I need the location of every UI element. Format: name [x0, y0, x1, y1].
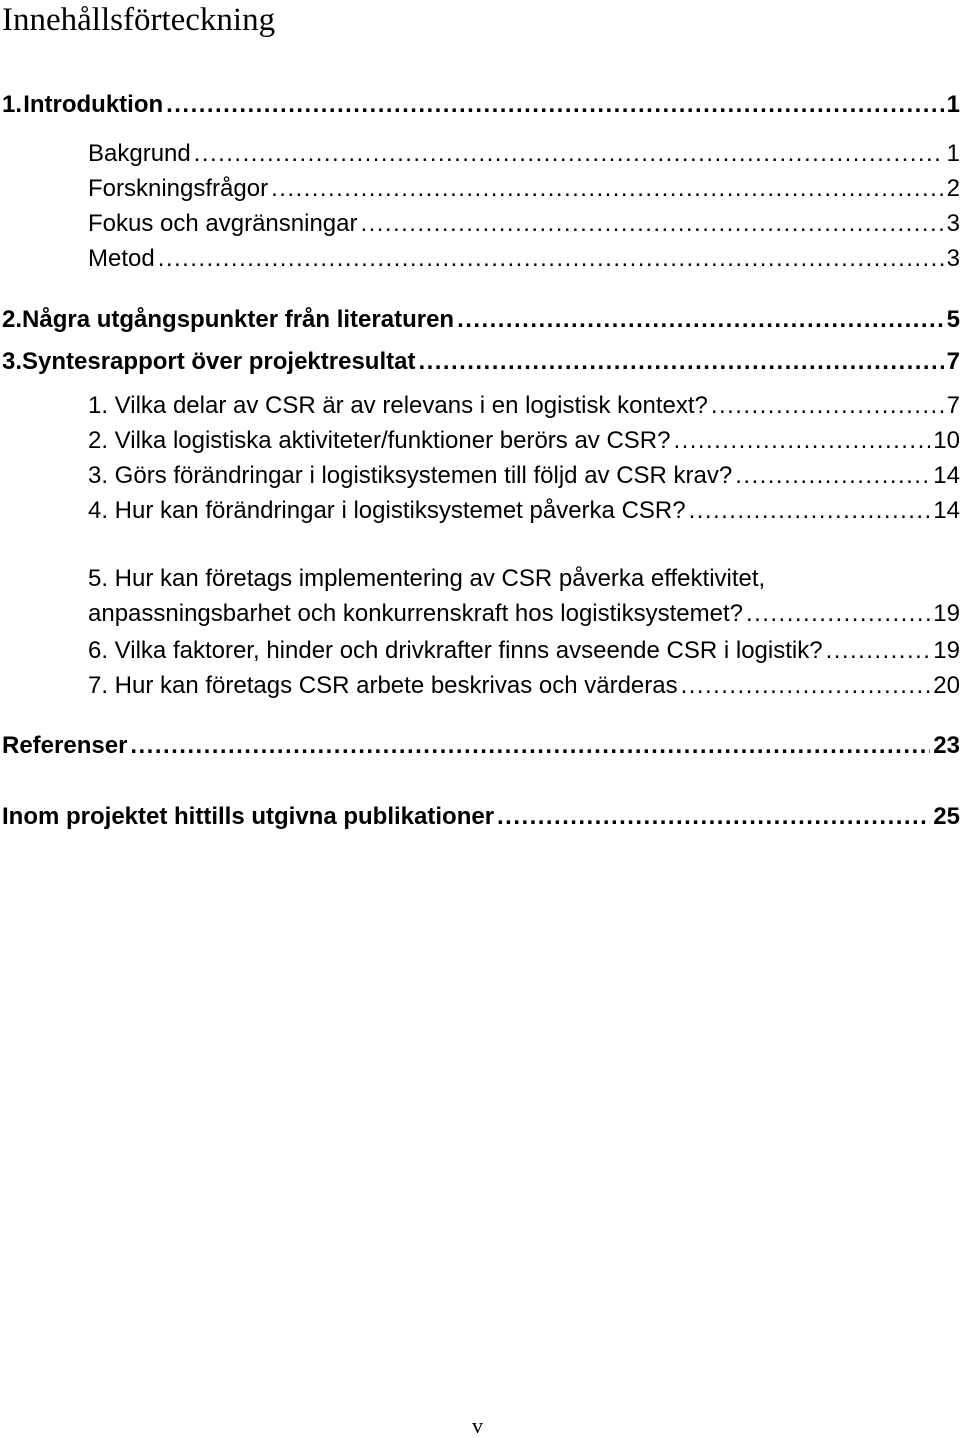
toc-page-number: 19 — [933, 600, 960, 627]
toc-entry-text: 2. Vilka logistiska aktiviteter/funktioner berörs av CSR? — [88, 427, 671, 454]
toc-page-number: 2 — [946, 175, 960, 202]
toc-page-number: 14 — [933, 497, 960, 524]
toc-entry-text: Metod — [88, 245, 155, 272]
toc-page-number: 25 — [933, 803, 960, 830]
toc-entry-text: 6. Vilka faktorer, hinder och drivkrafter finns avseende CSR i logistik? — [88, 637, 823, 664]
toc-dot-leader — [130, 731, 930, 761]
toc-entry-forskningsfragor[interactable] — [88, 174, 960, 204]
toc-page-number: 20 — [933, 672, 960, 699]
toc-entry-text: Forskningsfrågor — [88, 175, 269, 202]
toc-dot-leader — [673, 426, 930, 456]
toc-entry-text: Syntesrapport över projektresultat — [22, 348, 416, 375]
toc-entry-q7[interactable] — [88, 671, 960, 701]
toc-entry-text: Inom projektet hittills utgivna publikationer — [2, 803, 495, 830]
toc-entry-metod[interactable] — [88, 244, 960, 274]
toc-page-number: 7 — [946, 348, 960, 375]
toc-entry-text: 7. Hur kan företags CSR arbete beskrivas och värderas — [88, 672, 678, 699]
toc-entry-text: 3. Görs förändringar i logistiksystemen till följd av CSR krav? — [88, 462, 733, 489]
toc-entry-q5[interactable] — [88, 561, 960, 631]
toc-entry-syntesrapport[interactable] — [2, 347, 960, 377]
toc-dot-leader — [271, 174, 944, 204]
toc-dot-leader — [360, 209, 943, 239]
toc-dot-leader — [166, 90, 943, 120]
toc-entry-text: 4. Hur kan förändringar i logistiksystemet påverka CSR? — [88, 497, 686, 524]
toc-entry-number: 1. — [2, 91, 23, 118]
toc-page-number: 1 — [946, 140, 960, 167]
toc-dot-leader — [158, 244, 944, 274]
toc-page-number: 3 — [946, 210, 960, 237]
toc-entry-text: 1. Vilka delar av CSR är av relevans i en logistisk kontext? — [88, 392, 708, 419]
toc-entry-q4[interactable] — [88, 496, 960, 526]
toc-entry-bakgrund[interactable] — [88, 139, 960, 169]
toc-page-number: 5 — [946, 306, 960, 333]
toc-dot-leader — [689, 496, 931, 526]
toc-page-number: 14 — [933, 462, 960, 489]
toc-entry-fokus[interactable] — [88, 209, 960, 239]
toc-entry-q3[interactable] — [88, 461, 960, 491]
toc-entry-referenser[interactable] — [2, 731, 960, 761]
toc-dot-leader — [735, 461, 930, 491]
toc-page-number: 7 — [946, 392, 960, 419]
toc-entry-text: Introduktion — [23, 91, 164, 118]
toc-entry-q2[interactable] — [88, 426, 960, 456]
toc-dot-leader — [457, 305, 944, 335]
toc-dot-leader — [497, 802, 930, 832]
toc-dot-leader — [746, 596, 930, 631]
toc-entry-number: 2. — [2, 306, 23, 333]
toc-page-number: 19 — [933, 637, 960, 664]
toc-page-number: 23 — [933, 732, 960, 759]
toc-entry-q1[interactable] — [88, 391, 960, 421]
toc-entry-utgangspunkter[interactable] — [2, 305, 960, 335]
toc-dot-leader — [711, 391, 944, 421]
toc-entry-publikationer[interactable] — [2, 802, 960, 832]
toc-entry-q6[interactable] — [88, 636, 960, 666]
toc-entry-text: Fokus och avgränsningar — [88, 210, 358, 237]
page-number-footer: v — [472, 1413, 483, 1438]
toc-entry-number: 3. — [2, 348, 23, 375]
toc-dot-leader — [826, 636, 931, 666]
toc-dot-leader — [418, 347, 943, 377]
toc-page-number: 10 — [933, 427, 960, 454]
toc-entry-text: 5. Hur kan företags implementering av CSR påverka effektivitet, — [88, 565, 766, 592]
toc-page-number: 3 — [946, 245, 960, 272]
toc-entry-text: Referenser — [2, 732, 128, 759]
toc-title: Innehållsförteckning — [2, 2, 276, 38]
toc-dot-leader — [194, 139, 944, 169]
toc-page-number: 1 — [946, 91, 960, 118]
toc-entry-introduktion[interactable] — [2, 90, 960, 120]
toc-entry-text: Bakgrund — [88, 140, 191, 167]
toc-entry-text-continued: anpassningsbarhet och konkurrenskraft hos logistiksystemet? — [88, 600, 744, 627]
toc-dot-leader — [681, 671, 931, 701]
toc-entry-text: Några utgångspunkter från literaturen — [22, 306, 455, 333]
